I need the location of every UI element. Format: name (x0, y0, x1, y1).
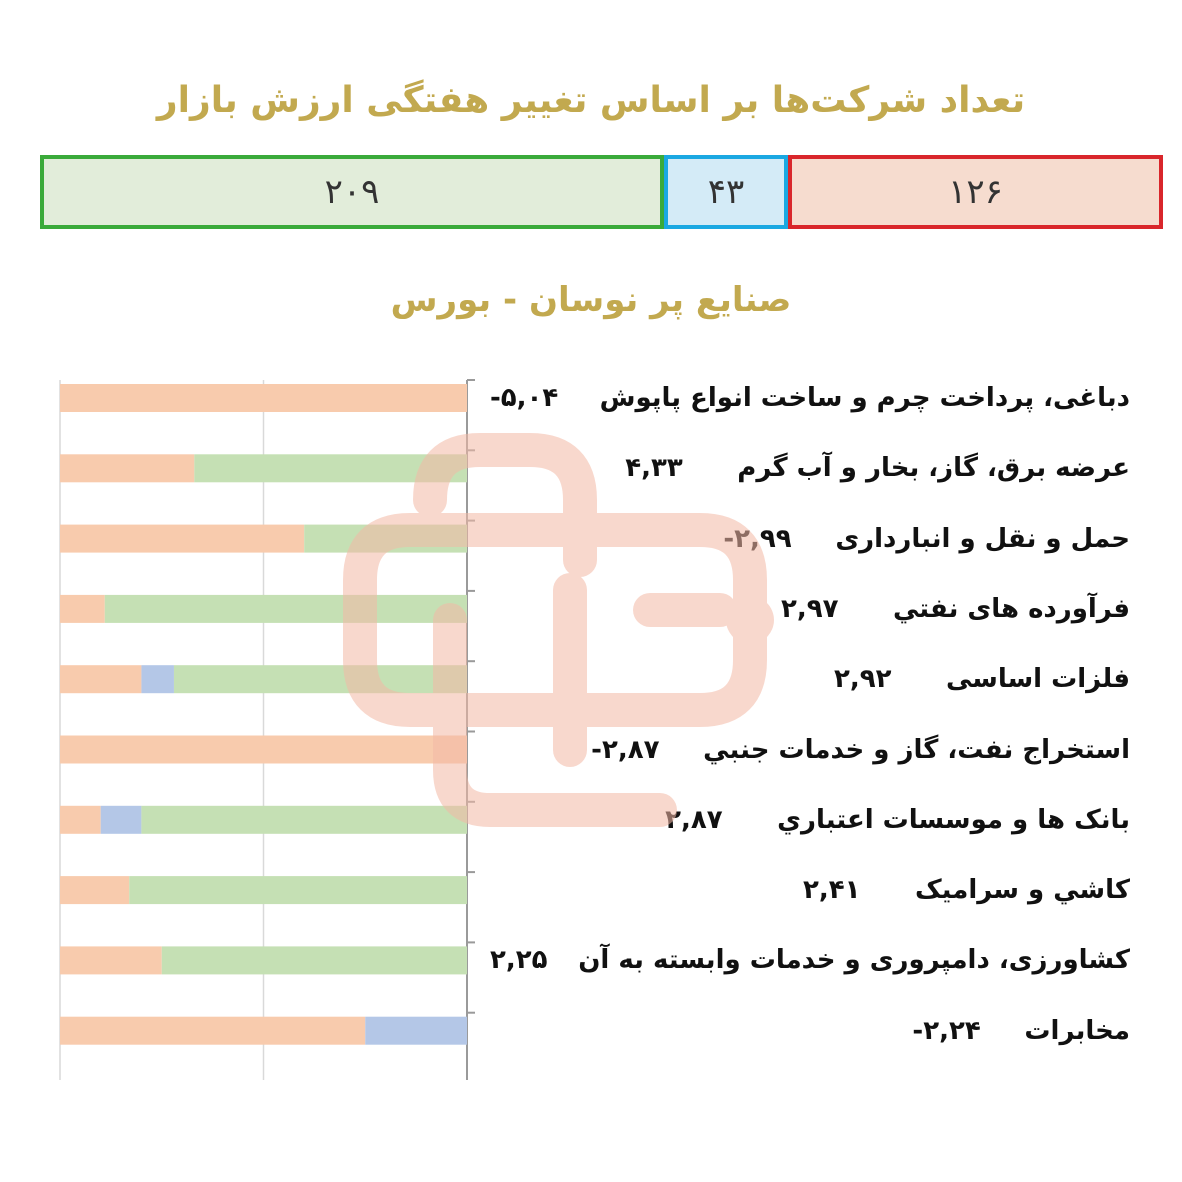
row-label (490, 870, 1130, 910)
change-value: -۲,۲۴ (912, 1015, 981, 1046)
industry-name: مخابرات (1024, 1015, 1130, 1046)
chart-subtitle: صنایع پر نوسان - بورس (390, 280, 792, 320)
bar-negative (60, 876, 129, 904)
change-value: -۲,۸۷ (591, 734, 660, 765)
row-label (490, 448, 1130, 488)
positive-count: ۲۰۹ (324, 172, 380, 212)
row-label (490, 659, 1130, 699)
bar-negative (60, 665, 141, 693)
change-value: ۲,۹۲ (833, 664, 892, 695)
positive-count-box (40, 155, 664, 229)
bar-negative (60, 525, 304, 553)
bar-negative (60, 946, 162, 974)
bar-positive (162, 946, 467, 974)
industry-name: دباغی، پرداخت چرم و ساخت انواع پاپوش (599, 383, 1130, 413)
bar-negative (60, 384, 467, 412)
change-value: ۲,۴۱ (802, 875, 861, 906)
negative-count-box (788, 155, 1163, 229)
bar-positive (304, 525, 467, 553)
bar-positive (141, 806, 467, 834)
neutral-count-box (664, 155, 788, 229)
negative-count: ۱۲۶ (948, 172, 1003, 212)
change-value: ۲,۲۵ (490, 945, 548, 976)
bar-neutral (141, 665, 174, 693)
bar-negative (60, 454, 194, 482)
change-value: ۲,۹۷ (780, 593, 839, 624)
bar-neutral (101, 806, 142, 834)
neutral-count: ۴۳ (707, 172, 745, 212)
change-value: -۵,۰۴ (490, 383, 559, 413)
industry-name: بانک ها و موسسات اعتباري (777, 804, 1130, 835)
industry-name: عرضه برق، گاز، بخار و آب گرم (737, 453, 1130, 484)
change-value: ۲,۸۷ (665, 804, 723, 835)
row-label (490, 730, 1130, 770)
row-label (490, 800, 1130, 840)
row-label (490, 940, 1130, 980)
row-label (490, 378, 1130, 418)
row-label (490, 589, 1130, 629)
bar-negative (60, 595, 105, 623)
bar-positive (129, 876, 467, 904)
change-value: -۲,۹۹ (723, 523, 792, 554)
chart-title: تعداد شرکت‌ها بر اساس تغییر هفتگی ارزش بازار (156, 80, 1026, 121)
bar-negative (60, 806, 101, 834)
industry-name: کاشي و سراميک (914, 875, 1130, 906)
row-label (490, 1011, 1130, 1051)
change-value: ۴,۳۳ (625, 453, 683, 484)
bar-positive (105, 595, 467, 623)
bar-positive (194, 454, 467, 482)
row-label (490, 519, 1130, 559)
industry-name: فرآورده های نفتي (892, 593, 1130, 624)
industry-name: فلزات اساسی (945, 664, 1130, 695)
bar-positive (174, 665, 467, 693)
industry-name: کشاورزی، دامپروری و خدمات وابسته به آن (578, 945, 1130, 976)
bar-neutral (365, 1017, 467, 1045)
bar-negative (60, 1017, 365, 1045)
bar-negative (60, 736, 467, 764)
industry-name: حمل و نقل و انبارداری (835, 523, 1130, 554)
industry-name: استخراج نفت، گاز و خدمات جنبي (703, 734, 1130, 765)
